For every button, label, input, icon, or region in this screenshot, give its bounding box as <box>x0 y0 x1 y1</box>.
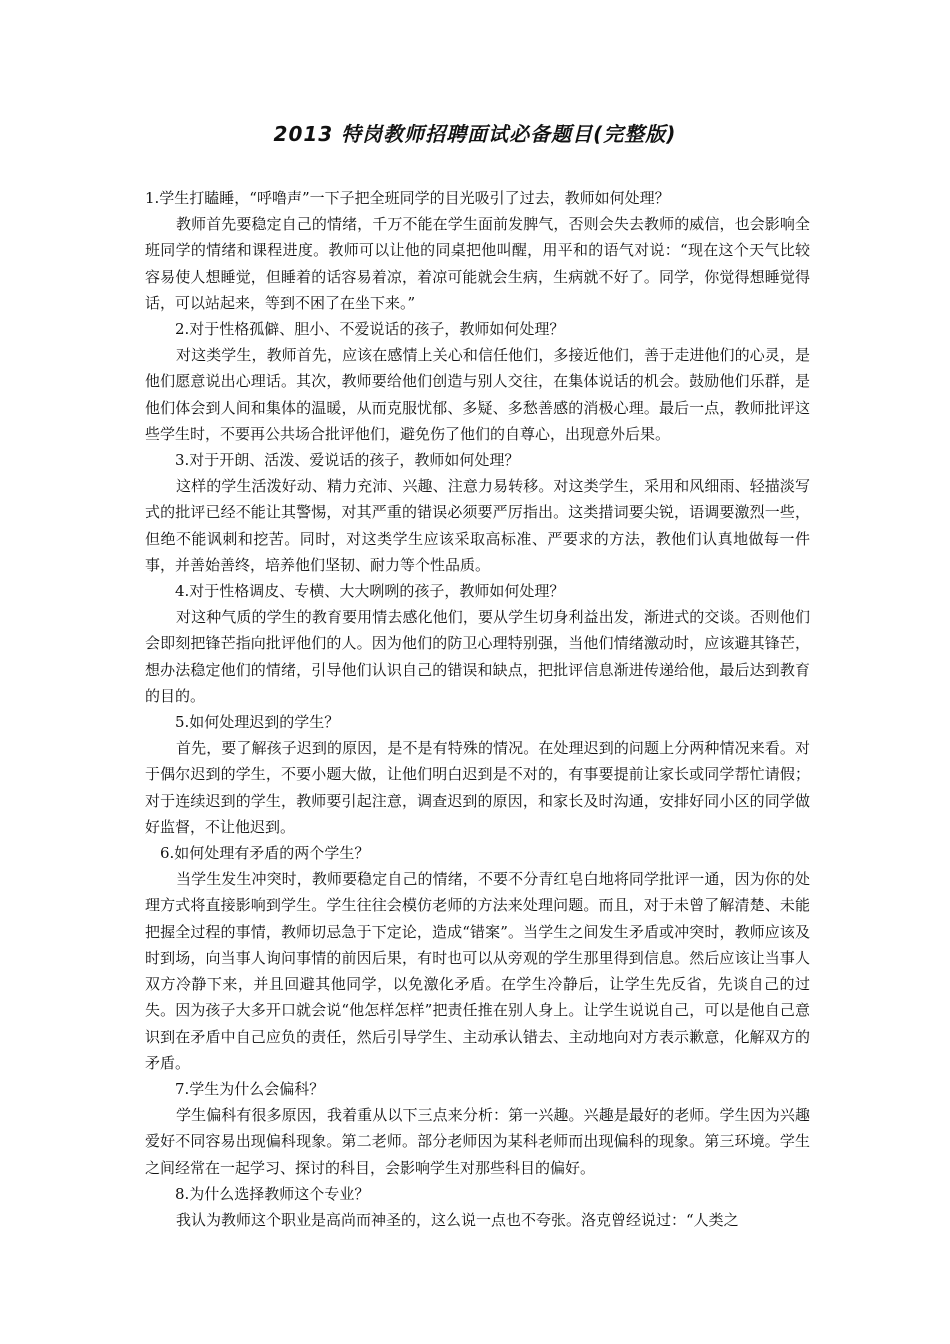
answer-5: 首先，要了解孩子迟到的原因，是不是有特殊的情况。在处理迟到的问题上分两种情况来看。对于偶尔迟到的学生，不要小题大做，让他们明白迟到是不对的，有事要提前让家长或同学帮忙请假；对于连续迟到的学生，教师要引起注意，调查迟到的原因，和家长及时沟通，安排好同小区的同学做好监督，不让他迟到。 <box>145 739 810 836</box>
answer-8: 我认为教师这个职业是高尚而神圣的，这么说一点也不夸张。洛克曾经说过：“人类之 <box>176 1210 739 1229</box>
question-5: 5.如何处理迟到的学生？ <box>175 713 340 732</box>
document-title: 2013 特岗教师招聘面试必备题目(完整版) <box>273 122 677 146</box>
question-1: 1.学生打瞌睡，“呼噜声”一下子把全班同学的目光吸引了过去，教师如何处理？ <box>145 189 670 207</box>
question-7: 7.学生为什么会偏科？ <box>175 1079 325 1098</box>
document-body <box>145 185 810 1233</box>
answer-6: 当学生发生冲突时，教师要稳定自己的情绪，不要不分青红皂白地将同学批评一通，因为你的处理方式将直接影响到学生。学生往往会模仿老师的方法来处理问题。而且，对于未曾了解清楚、未能把握全过程的事情，教师切忌急于下定论，造成“错案”。当学生之间发生矛盾或冲突时，教师应该及时到场，向当事人询问事情的前因后果，有时也可以从旁观的学生那里得到信息。然后应该让当事人双方冷静下来，并且回避其他同学，以免激化矛盾。在学生冷静后，让学生先反省，先谈自己的过失。因为孩子大多开口就会说“他怎样怎样”把责任推在别人身上。让学生说说自己，可以是他自己意识到在矛盾中自己应负的责任，然后引导学生、主动承认错去、主动地向对方表示歉意，化解双方的矛盾。 <box>145 870 810 1072</box>
answer-2: 对这类学生，教师首先，应该在感情上关心和信任他们，多接近他们，善于走进他们的心灵，是他们愿意说出心理话。其次，教师要给他们创造与别人交往，在集体说话的机会。鼓励他们乐群，是他们体会到人间和集体的温暖，从而克服忧郁、多疑、多愁善感的消极心理。最后一点，教师批评这些学生时，不要再公共场合批评他们，避免伤了他们的自尊心，出现意外后果。 <box>145 346 810 443</box>
answer-3: 这样的学生活泼好动、精力充沛、兴趣、注意力易转移。对这类学生，采用和风细雨、轻描淡写式的批评已经不能让其警惕，对其严重的错误必须要严厉指出。这类措词要尖锐，语调要激烈一些，但绝不能讽刺和挖苦。同时，对这类学生应该采取高标准、严要求的方法，教他们认真地做每一件事，并善始善终，培养他们坚韧、耐力等个性品质。 <box>145 477 810 574</box>
question-8: 8.为什么选择教师这个专业？ <box>175 1184 370 1203</box>
question-2: 2.对于性格孤僻、胆小、不爱说话的孩子，教师如何处理？ <box>175 320 565 339</box>
question-4: 4.对于性格调皮、专横、大大咧咧的孩子，教师如何处理？ <box>175 582 565 601</box>
answer-4: 对这种气质的学生的教育要用情去感化他们，要从学生切身利益出发，渐进式的交谈。否则他们会即刻把锋芒指向批评他们的人。因为他们的防卫心理特别强，当他们情绪激动时，应该避其锋芒，想办法稳定他们的情绪，引导他们认识自己的错误和缺点，把批评信息渐进传递给他，最后达到教育的目的。 <box>145 608 810 705</box>
answer-1: 教师首先要稳定自己的情绪，千万不能在学生面前发脾气，否则会失去教师的威信，也会影响全班同学的情绪和课程进度。教师可以让他的同桌把他叫醒，用平和的语气对说：“现在这个天气比较容易使人想睡觉，但睡着的话容易着凉，着凉可能就会生病，生病就不好了。同学，你觉得想睡觉得话，可以站起来，等到不困了在坐下来。” <box>145 215 810 312</box>
question-3: 3.对于开朗、活泼、爱说话的孩子，教师如何处理？ <box>175 451 520 470</box>
answer-7: 学生偏科有很多原因，我着重从以下三点来分析：第一兴趣。兴趣是最好的老师。学生因为兴趣爱好不同容易出现偏科现象。第二老师。部分老师因为某科老师而出现偏科的现象。第三环境。学生之间经常在一起学习、探讨的科目，会影响学生对那些科目的偏好。 <box>145 1106 810 1177</box>
question-6: 6.如何处理有矛盾的两个学生？ <box>160 844 370 863</box>
